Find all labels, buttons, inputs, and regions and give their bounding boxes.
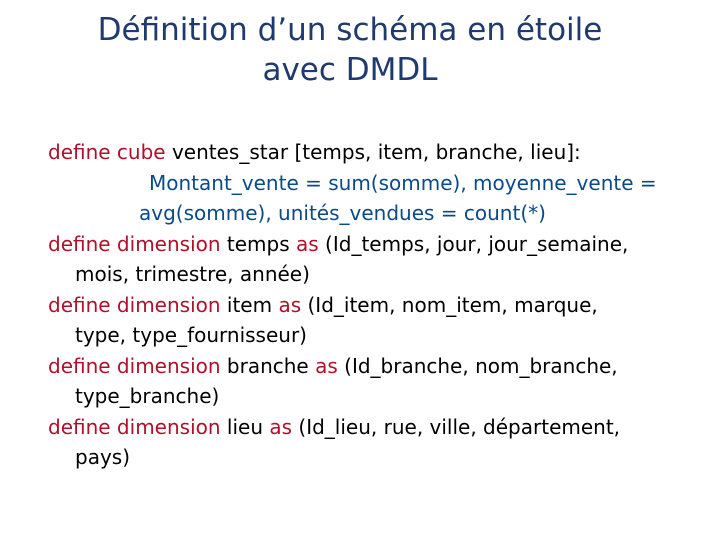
dimension-temps-line-2: mois, trimestre, année) xyxy=(75,262,310,286)
cube-measures-line-1: Montant_vente = sum(somme), moyenne_vente = xyxy=(149,170,657,195)
dimension-temps-line-1 xyxy=(48,229,708,260)
dimension-attributes: (Id_temps, jour, jour_semaine, xyxy=(318,231,629,256)
title-line-1: Définition d’un schéma en étoile xyxy=(97,12,603,48)
dimension-keyword: define dimension xyxy=(48,231,221,256)
title-line-2: avec DMDL xyxy=(262,52,438,88)
cube-keyword: define cube xyxy=(48,140,166,164)
dimension-name: temps xyxy=(220,231,297,256)
dimension-branche-line-2: type_branche) xyxy=(75,384,220,408)
cube-definition-text: ventes_star [temps, item, branche, lieu]: xyxy=(165,140,581,164)
dimension-attributes: (Id_branche, nom_branche, xyxy=(337,353,618,378)
as-keyword: as xyxy=(278,292,302,317)
dimension-name: item xyxy=(220,292,279,317)
dimension-branche-line-1 xyxy=(48,351,708,382)
slide-title xyxy=(0,10,700,90)
dimension-item-line-2: type, type_fournisseur) xyxy=(75,323,307,347)
dimension-lieu-line-1 xyxy=(48,412,708,443)
cube-measures-line-2: avg(somme), unités_vendues = count(*) xyxy=(139,201,546,225)
dimension-item-line-1 xyxy=(48,290,708,321)
dimension-keyword: define dimension xyxy=(48,292,221,317)
dmdl-definition-block xyxy=(48,137,708,473)
dimension-keyword: define dimension xyxy=(48,414,221,439)
dimension-name: branche xyxy=(220,353,316,378)
cube-definition-line xyxy=(48,137,708,168)
dimension-attributes: (Id_item, nom_item, marque, xyxy=(301,292,598,317)
dimension-attributes: (Id_lieu, rue, ville, département, xyxy=(292,414,621,439)
as-keyword: as xyxy=(315,353,338,378)
dimension-keyword: define dimension xyxy=(48,353,221,378)
dimension-lieu-line-2: pays) xyxy=(75,445,131,469)
as-keyword: as xyxy=(296,231,319,256)
dimension-name: lieu xyxy=(220,414,270,439)
as-keyword: as xyxy=(269,414,293,439)
